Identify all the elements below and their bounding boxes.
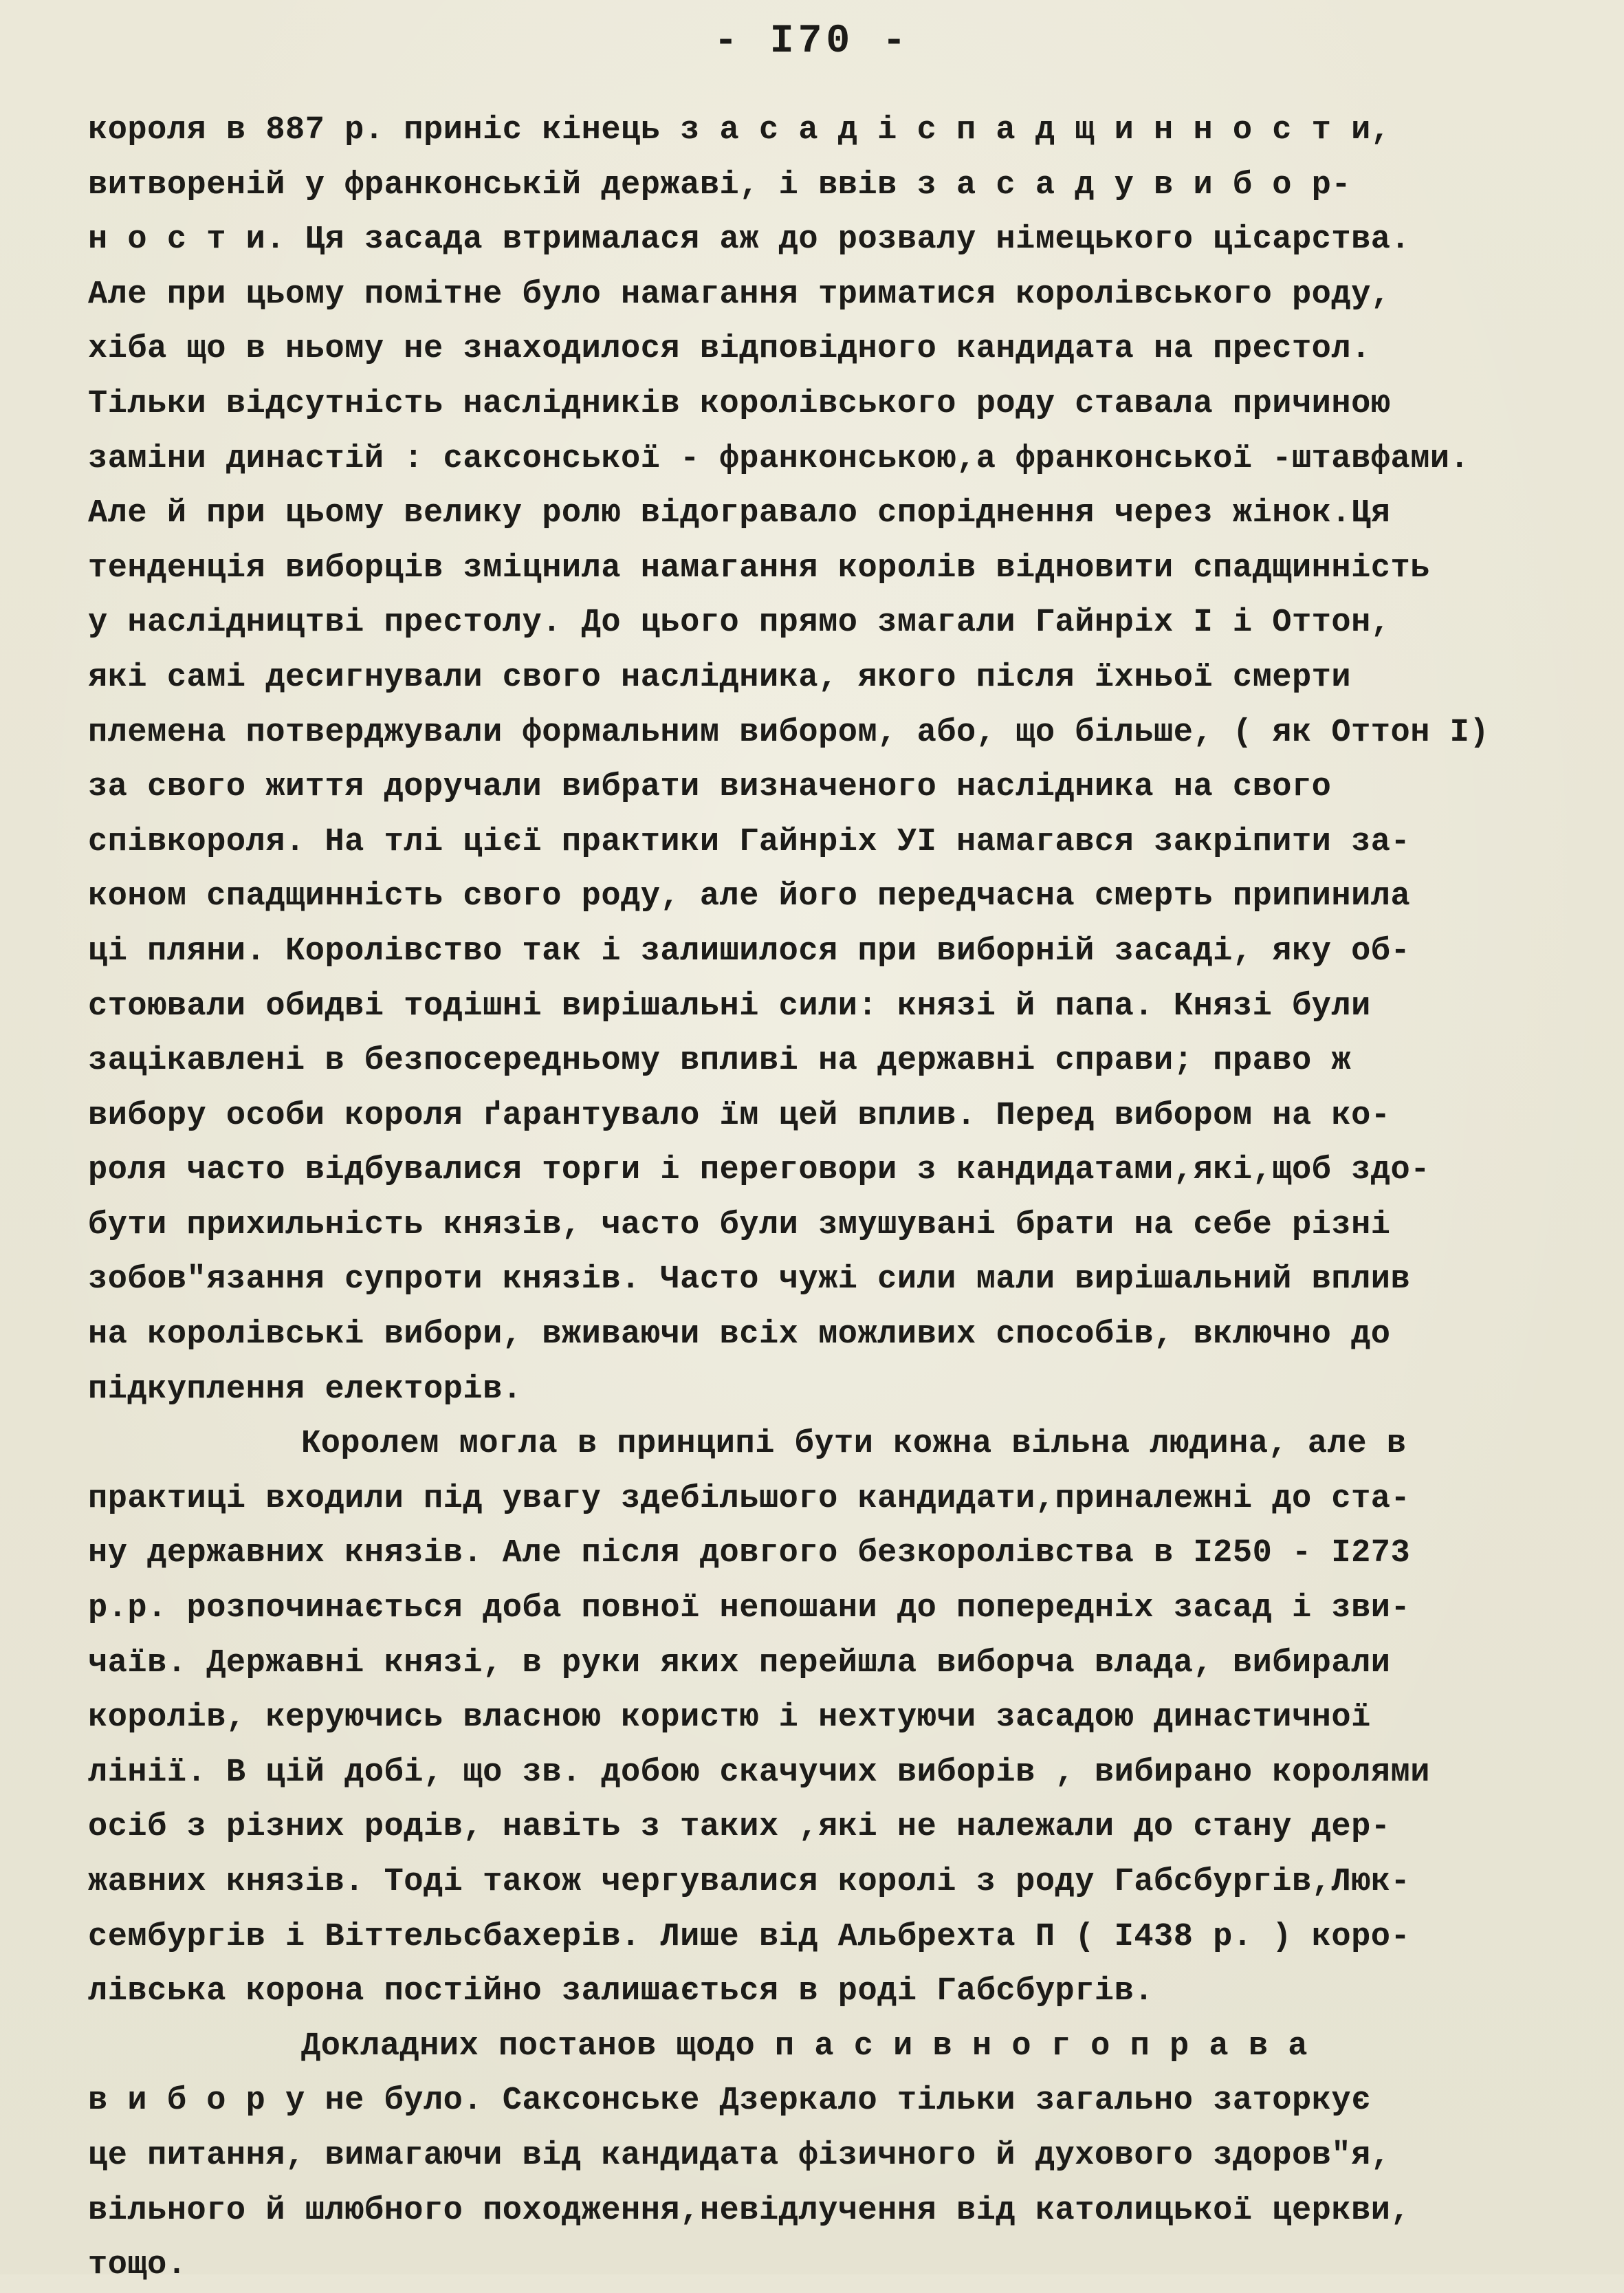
text-line: в и б о р у не було. Саксонське Дзеркало тільки загально заторкує (88, 2083, 1371, 2120)
text-line: чаїв. Державні князі, в руки яких перейшла виборча влада, вибирали (88, 1644, 1391, 1682)
text-line: сембургів і Віттельсбахерів. Лише від Альбрехта П ( I438 р. ) коро- (88, 1918, 1411, 1955)
text-line: Але при цьому помітне було намагання триматися королівського роду, (88, 276, 1391, 313)
text-line: ці пляни. Королівство так і залишилося при виборній засаді, яку об- (88, 933, 1411, 970)
paragraph-start-line: Королем могла в принципі бути кожна вільна людина, але в (301, 1426, 1407, 1463)
text-line: короля в 887 р. приніс кінець з а с а д і с п а д щ и н н о с т и, (88, 112, 1391, 149)
text-line: жавних князів. Тоді також чергувалися королі з роду Габсбургів,Люк- (88, 1864, 1411, 1900)
text-line: співкороля. На тлі цієї практики Гайнріх УІ намагався закріпити за- (88, 823, 1411, 860)
text-line: тенденція виборців зміцнила намагання королів відновити спадщинність (88, 550, 1430, 587)
text-line: лівська корона постійно залишається в роді Габсбургів. (88, 1973, 1154, 2010)
text-line: хіба що в ньому не знаходилося відповідного кандидата на престол. (88, 331, 1371, 368)
body-text (88, 103, 1587, 2293)
text-line: коном спадщинність свого роду, але його передчасна смерть припинила (88, 878, 1411, 915)
text-line: ну державних князів. Але після довгого безкоролівства в I250 - I273 (88, 1535, 1411, 1572)
text-line: королів, керуючись власною користю і нехтуючи засадою династичної (88, 1699, 1371, 1737)
text-line: у наслідництві престолу. До цього прямо змагали Гайнріх І і Оттон, (88, 605, 1391, 642)
text-line: лінії. В цій добі, що зв. добою скачучих виборів , вибирано королями (88, 1754, 1430, 1791)
text-line: заміни династій : саксонської - франконською,а франконської -штавфами. (88, 440, 1470, 477)
page-number: - I70 - (714, 19, 910, 64)
text-line: практиці входили під увагу здебільшого кандидати,приналежні до ста- (88, 1480, 1411, 1517)
text-line: вільного й шлюбного походження,невідлучення від католицької церкви, (88, 2192, 1411, 2229)
text-line: зацікавлені в безпосередньому впливі на державні справи; право ж (88, 1043, 1352, 1080)
text-line: осіб з різних родів, навіть з таких ,які не належали до стану дер- (88, 1809, 1391, 1846)
text-line: р.р. розпочинається доба повної непошани до попередніх засад і зви- (88, 1590, 1411, 1627)
text-line: тощо. (88, 2247, 187, 2284)
text-line: які самі десигнували свого наслідника, якого після їхньої смерти (88, 659, 1352, 696)
text-line: витвореній у франконській державі, і ввів з а с а д у в и б о р- (88, 166, 1352, 204)
text-line: Але й при цьому велику ролю відогравало споріднення через жінок.Ця (88, 495, 1391, 532)
paragraph-start-line: Докладних постанов щодо п а с и в н о г о п р а в а (301, 2028, 1308, 2065)
text-line: роля часто відбувалися торги і переговори з кандидатами,які,щоб здо- (88, 1152, 1430, 1189)
text-line: підкуплення електорів. (88, 1371, 523, 1408)
text-line: це питання, вимагаючи від кандидата фізичного й духового здоров"я, (88, 2137, 1391, 2174)
text-line: на королівські вибори, вживаючи всіх можливих способів, включно до (88, 1316, 1391, 1354)
text-line: Тільки відсутність наслідників королівського роду ставала причиною (88, 385, 1391, 422)
text-line: племена потверджували формальним вибором, або, що більше, ( як Оттон I) (88, 714, 1490, 751)
text-line: за свого життя доручали вибрати визначеного наслідника на свого (88, 769, 1332, 806)
text-line: н о с т и. Ця засада втрималася аж до розвалу німецького цісарства. (88, 221, 1411, 259)
text-line: вибору особи короля ґарантувало їм цей вплив. Перед вибором на ко- (88, 1097, 1391, 1134)
text-line: зобов"язання супроти князів. Часто чужі сили мали вирішальний вплив (88, 1261, 1411, 1298)
text-line: бути прихильність князів, часто були змушувані брати на себе різні (88, 1206, 1391, 1243)
text-line: стоювали обидві тодішні вирішальні сили: князі й папа. Князі були (88, 988, 1371, 1025)
